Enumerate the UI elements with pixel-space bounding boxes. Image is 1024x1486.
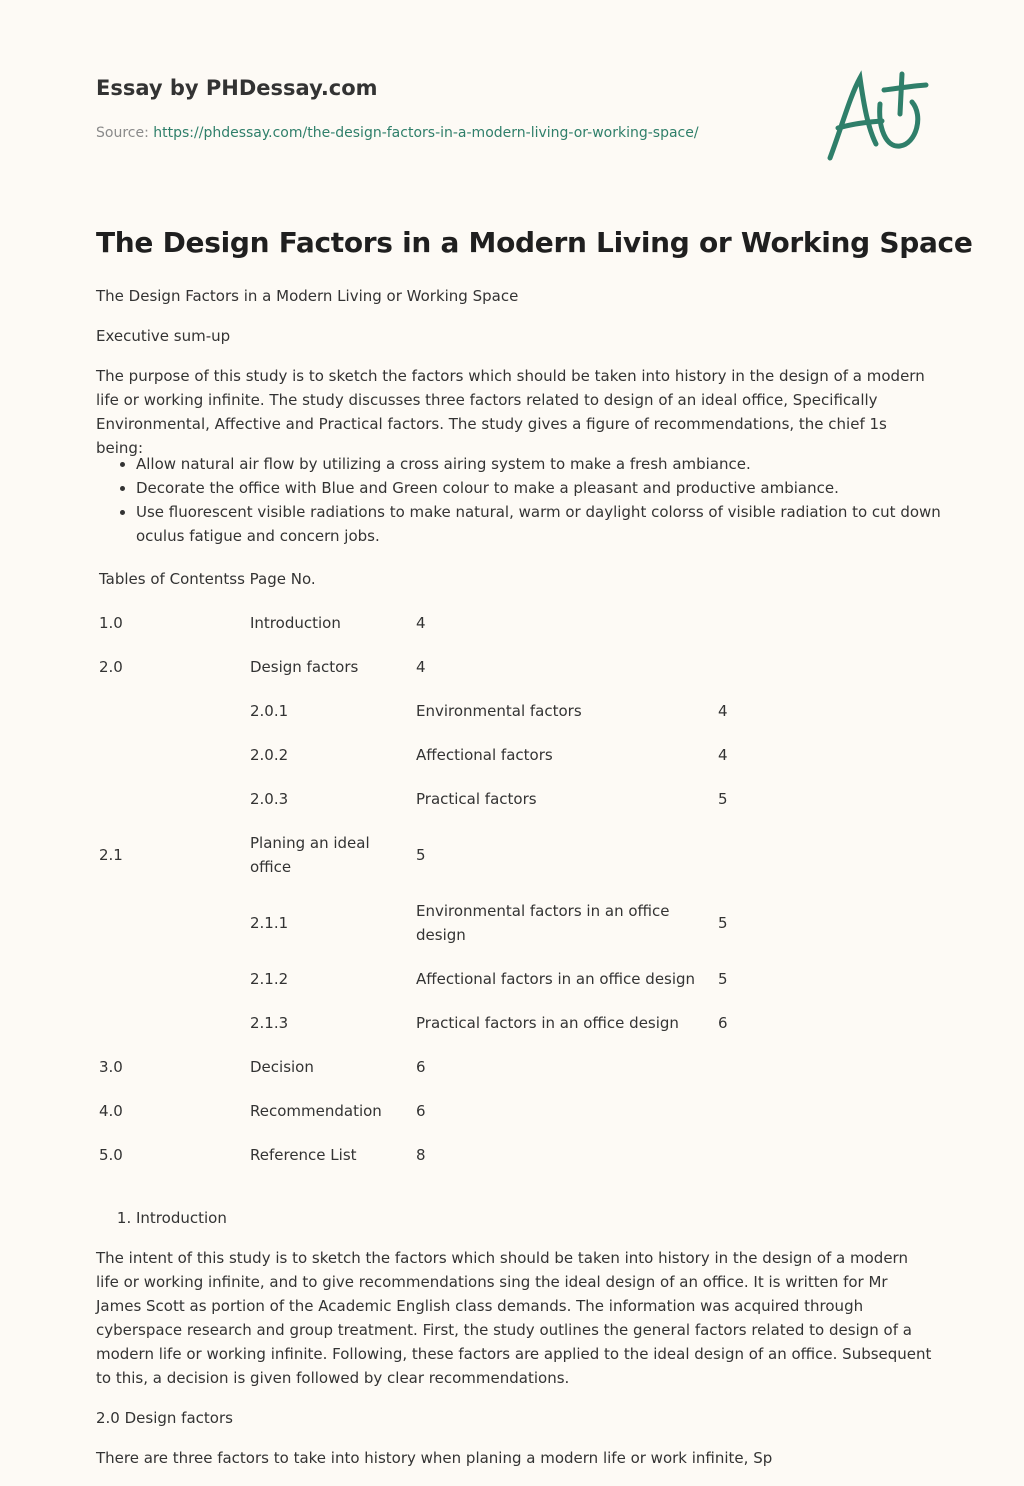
toc-col2: Recommendation [250,1102,382,1120]
section-list [96,1206,227,1230]
toc-number: 4.0 [99,1102,123,1120]
toc-col2: Introduction [250,614,341,632]
toc-col3: 5 [416,846,426,864]
toc-col2: 2.0.3 [250,790,289,808]
toc-col3: 6 [416,1058,426,1076]
toc-number: 5.0 [99,1146,123,1164]
toc-col2: Reference List [250,1146,357,1164]
toc-col3: Environmental factors [416,702,582,720]
source-link[interactable]: https://phdessay.com/the-design-factors-in-a-modern-living-or-working-space/ [153,125,699,141]
toc-col4: 5 [718,790,728,808]
recommendation-list [96,452,972,548]
toc-col3: 4 [416,658,426,676]
source-label: Source: [96,125,149,141]
list-item: • Use fluorescent visible radiations to make natural, warm or daylight colorss of visible radiation to cut down oculus fatigue and concern jobs. [136,500,972,548]
toc-number: 3.0 [99,1058,123,1076]
list-item: • Decorate the office with Blue and Green colour to make a pleasant and productive ambiance. [136,476,972,500]
list-item: • Allow natural air flow by utilizing a cross airing system to make a fresh ambiance. [136,452,972,476]
toc-col2: Decision [250,1058,314,1076]
site-brand: Essay by PHDessay.com [96,76,378,100]
design-heading: 2.0 Design factors [96,1409,233,1427]
a-plus-logo-icon [820,66,930,166]
toc-heading: Tables of Contentss Page No. [99,570,316,588]
toc-number: 2.0 [99,658,123,676]
toc-col4: 5 [718,914,728,932]
exec-paragraph: The purpose of this study is to sketch the factors which should be taken into history in the design of a modern life or working infinite. The study discusses three factors related to design of an ideal office, Specifically Environmental, Affective and Practical factors. The study gives a figure of recommendations, the chief 1s being: [96,367,925,457]
toc-col2: 2.0.2 [250,746,289,764]
toc-col4: 4 [718,702,728,720]
toc-col3: 6 [416,1102,426,1120]
toc-col3: Practical factors in an office design [416,1014,679,1032]
toc-col2: 2.1.2 [250,970,289,988]
exec-heading: Executive sum-up [96,327,231,345]
toc-col2: 2.0.1 [250,702,289,720]
section-heading-introduction: 1. Introduction [136,1206,227,1230]
toc-col2: Design factors [250,658,359,676]
design-paragraph: There are three factors to take into history when planing a modern life or work infinite, Sp [96,1449,773,1467]
toc-col3: 4 [416,614,426,632]
toc-col3: 8 [416,1146,426,1164]
subtitle: The Design Factors in a Modern Living or Working Space [96,287,519,305]
toc-number: 1.0 [99,614,123,632]
intro-paragraph: The intent of this study is to sketch the factors which should be taken into history in the design of a modern life or working infinite, and to give recommendations sing the ideal design of an office. It is written for Mr James Scott as portion of the Academic English class demands. The information was acquired through cyberspace research and group treatment. First, the study outlines the general factors related to design of a modern life or working infinite. Following, these factors are applied to the ideal design of an office. Subsequent to this, a decision is given followed by clear recommendations. [96,1249,932,1387]
toc-col3: Environmental factors in an office design [416,902,670,944]
source-line [96,125,699,141]
toc-col4: 5 [718,970,728,988]
page-title: The Design Factors in a Modern Living or Working Space [96,226,973,259]
toc-col4: 4 [718,746,728,764]
toc-number: 2.1 [99,846,123,864]
toc-col3: Affectional factors in an office design [416,970,696,988]
toc-col3: Affectional factors [416,746,553,764]
toc-col4: 6 [718,1014,728,1032]
toc-col3: Practical factors [416,790,537,808]
toc-col2: 2.1.1 [250,914,289,932]
toc-col2: 2.1.3 [250,1014,289,1032]
toc-col2: Planing an ideal office [250,834,370,876]
